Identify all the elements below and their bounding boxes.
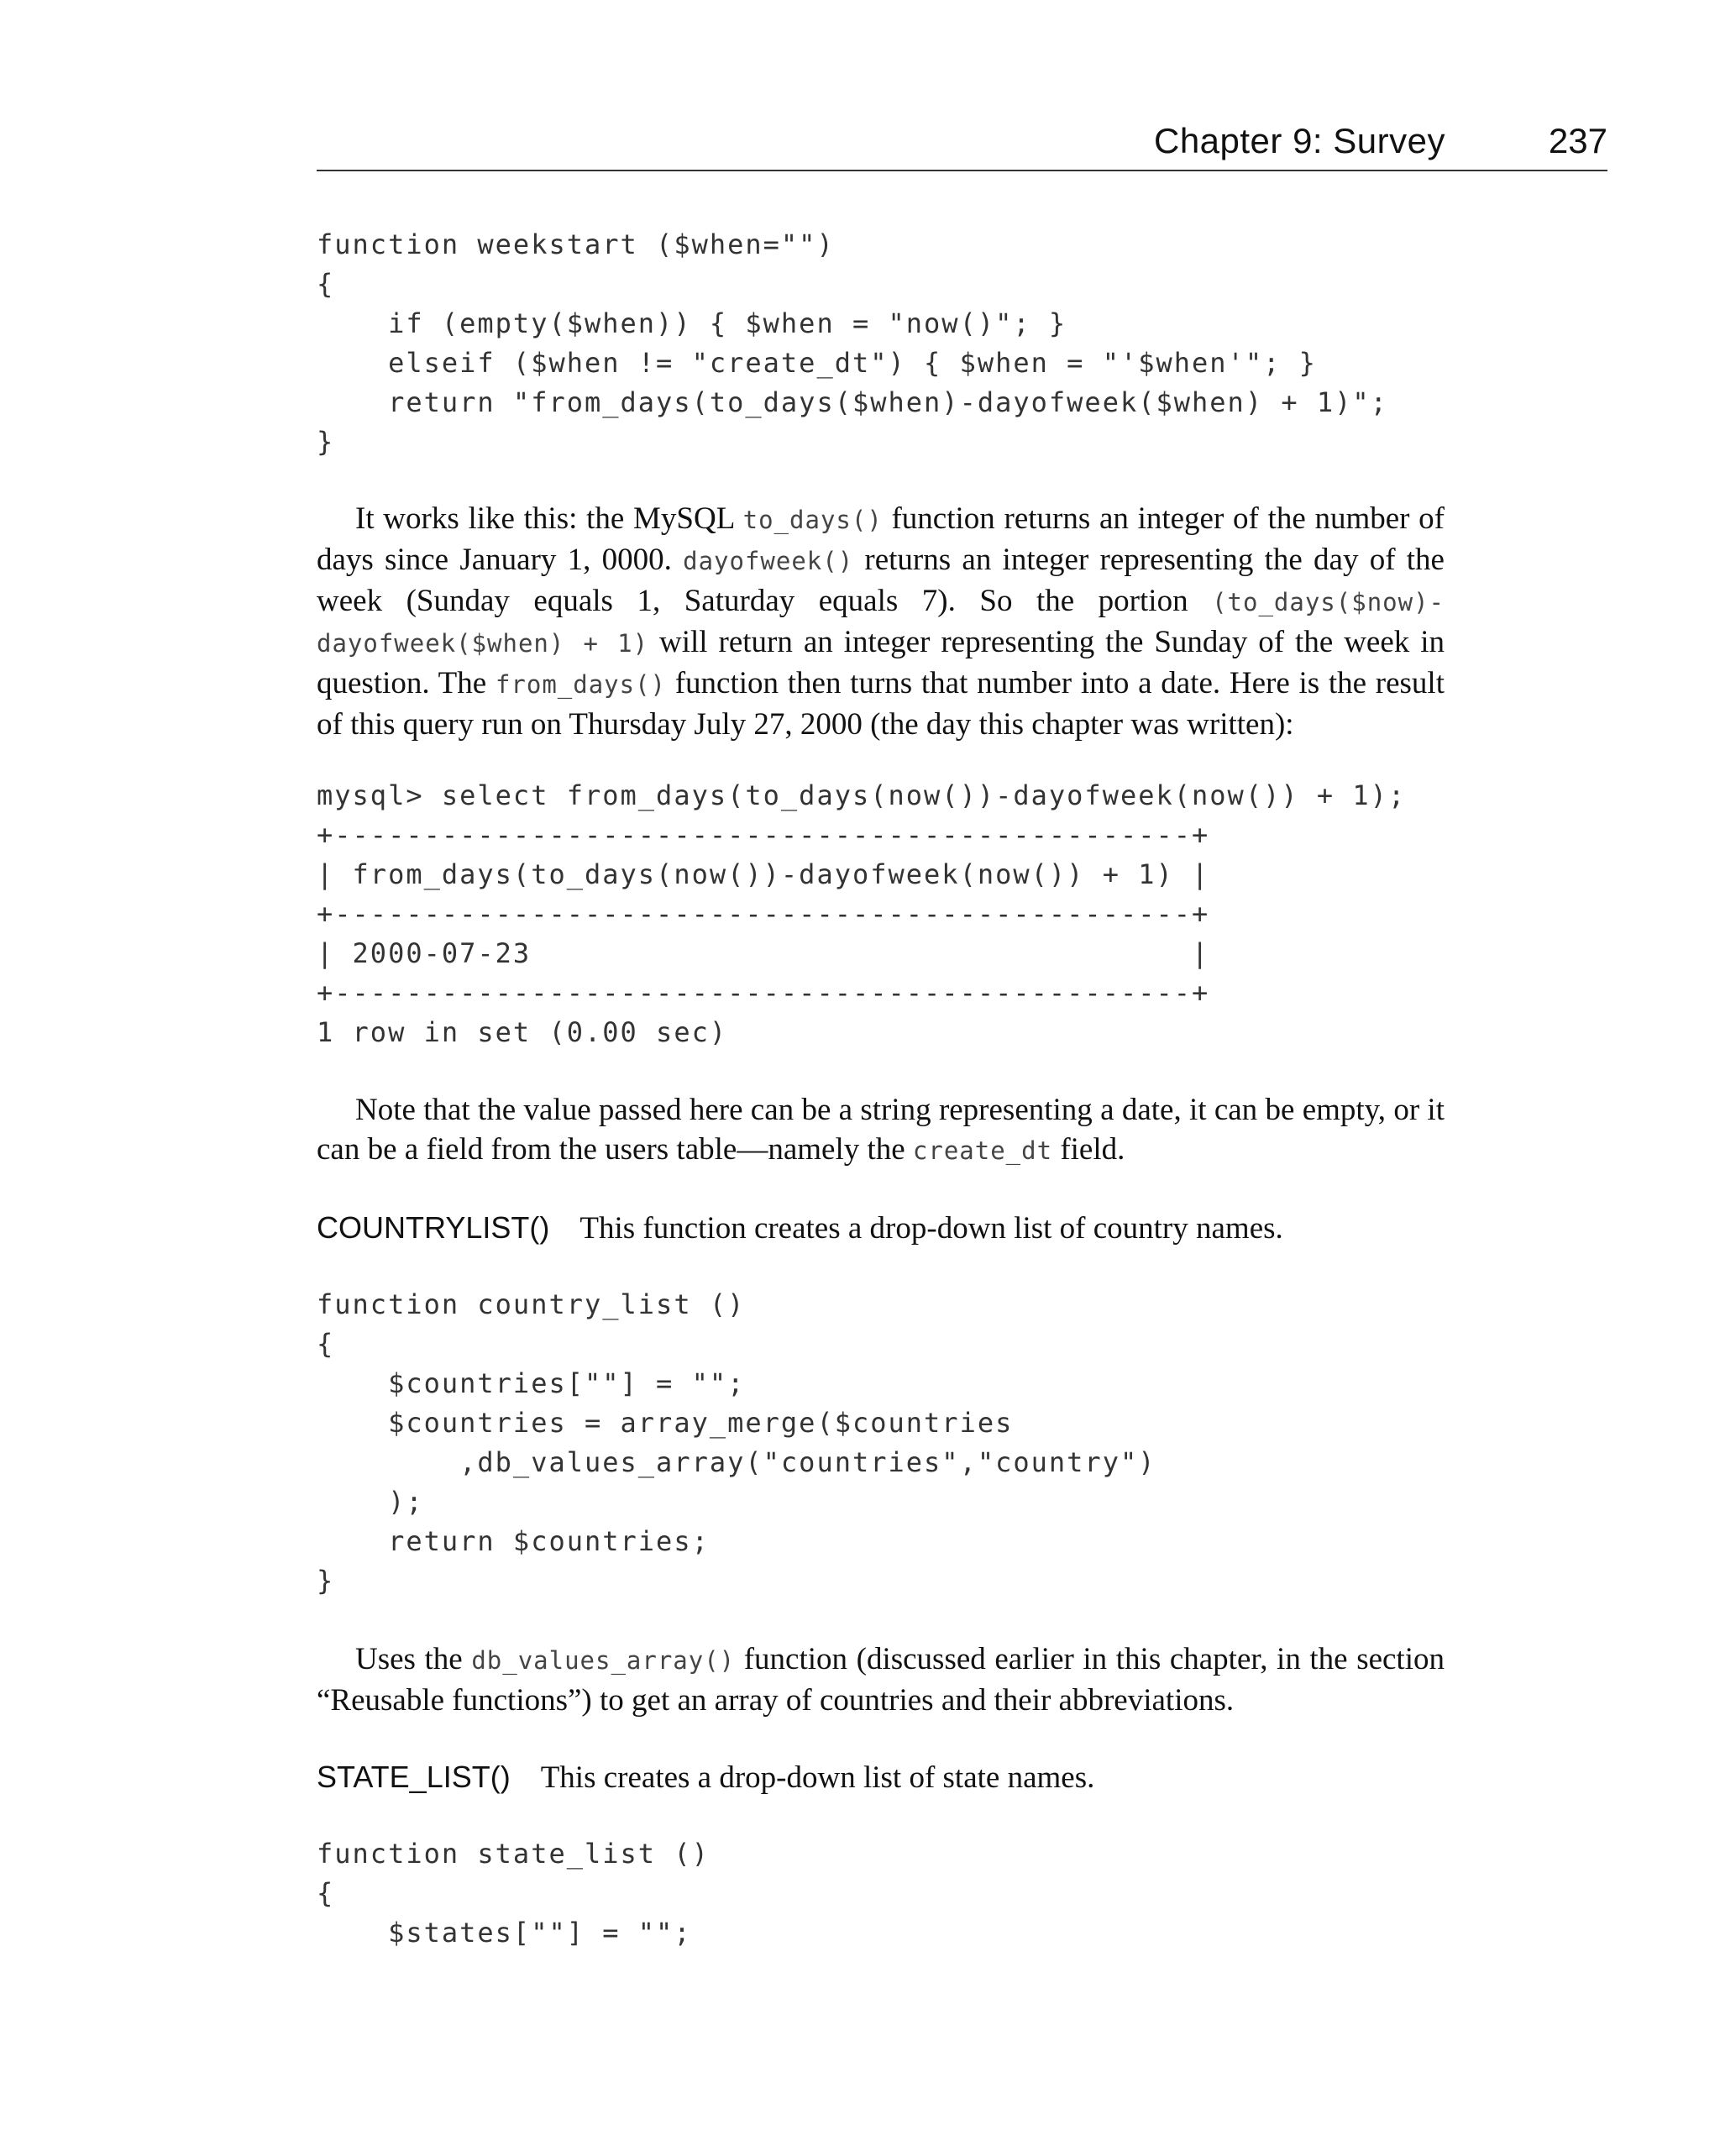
code-line: function country_list () (317, 1288, 746, 1320)
code-line: return "from_days(to_days($when)-dayofweek($when) + 1)"; (317, 386, 1388, 418)
code-line: $states[""] = ""; (317, 1917, 692, 1949)
code-mysql-output (317, 776, 1406, 1052)
code-line: 1 row in set (0.00 sec) (317, 1016, 728, 1048)
paragraph-uses: Uses the db_values_array() function (discussed earlier in this chapter, in the section “Reusable functions”) to get an array of countries and their abbreviations. (317, 1642, 1445, 1718)
code-line: | from_days(to_days(now())-dayofweek(now()) + 1) | (317, 858, 1210, 890)
code-line: +------------------------------------------------+ (317, 977, 1210, 1009)
code-line: function weekstart ($when="") (317, 228, 835, 260)
statelist-heading (317, 1757, 1445, 1797)
code-line: elseif ($when != "create_dt") { $when = "'$when'"; } (317, 347, 1317, 379)
code-line: +------------------------------------------------+ (317, 898, 1210, 930)
code-state-list (317, 1834, 710, 1953)
page-number: 237 (1548, 121, 1607, 160)
function-description: This function creates a drop-down list of country names. (579, 1211, 1283, 1246)
inline-code: db_values_array() (471, 1646, 736, 1675)
inline-code: dayofweek() (683, 547, 854, 575)
code-line: function state_list () (317, 1838, 710, 1870)
chapter-title: Chapter 9: Survey (1153, 121, 1445, 160)
code-line: return $countries; (317, 1525, 710, 1557)
code-line: mysql> select from_days(to_days(now())-dayofweek(now()) + 1); (317, 779, 1407, 811)
function-name: COUNTRYLIST() (317, 1210, 550, 1245)
running-head (317, 116, 1607, 171)
inline-code: create_dt (912, 1136, 1053, 1165)
code-line: $countries[""] = ""; (317, 1367, 746, 1399)
inline-code: from_days() (495, 670, 666, 699)
code-line: $countries = array_merge($countries (317, 1407, 1014, 1439)
inline-code: to_days() (742, 506, 883, 534)
code-line: | 2000-07-23 | (317, 937, 1210, 969)
function-name: STATE_LIST() (317, 1760, 511, 1794)
code-line: +------------------------------------------------+ (317, 819, 1210, 851)
code-line: { (317, 1328, 335, 1360)
code-line: if (empty($when)) { $when = "now()"; } (317, 307, 1067, 339)
paragraph-explain: It works like this: the MySQL to_days() function returns an integer of the number of days since January 1, 0000. dayofweek() returns an integer representing the day of the week (Sunday equals 1, Saturday equals 7). So the portion (to_days($now)-dayofweek($when) + 1) will return an integer representing the Sunday of the week in question. The from_days() function then turns that number into a date. Here is the result of this query run on Thursday July 27, 2000 (the day this chapter was written): (317, 501, 1445, 742)
code-line: ,db_values_array("countries","country") (317, 1446, 1156, 1478)
code-line: } (317, 426, 335, 458)
code-line: } (317, 1565, 335, 1597)
inline-code: (to_days($now)-dayofweek($when) + 1) (317, 588, 1445, 658)
code-weekstart (317, 225, 1388, 462)
paragraph-note: Note that the value passed here can be a string representing a date, it can be empty, or it can be a field from the users table—namely the create_dt field. (317, 1093, 1445, 1167)
code-line: ); (317, 1486, 424, 1518)
code-line: { (317, 1877, 335, 1909)
code-country-list (317, 1285, 1156, 1601)
function-description: This creates a drop-down list of state names. (540, 1760, 1095, 1795)
code-line: { (317, 268, 335, 300)
countrylist-heading (317, 1208, 1445, 1248)
